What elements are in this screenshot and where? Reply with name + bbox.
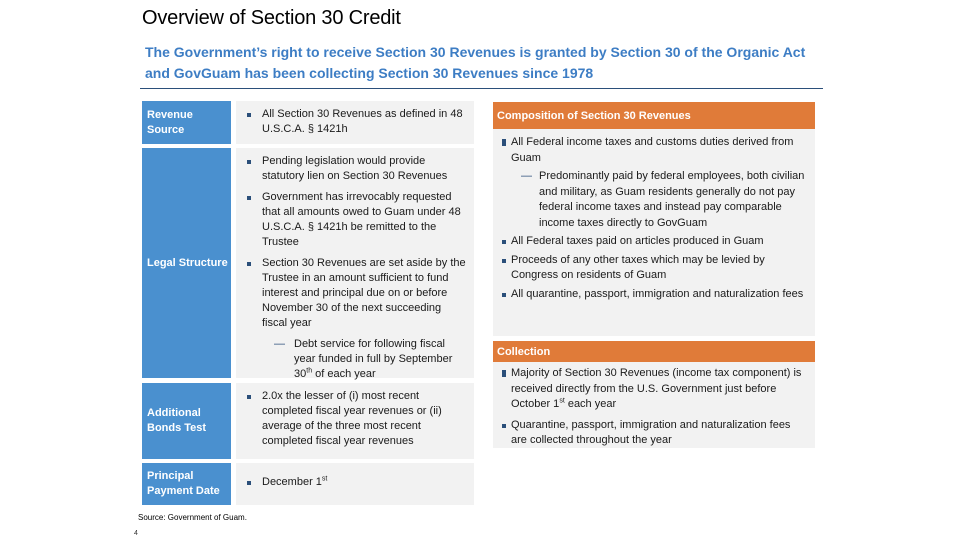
composition-bullet: All Federal income taxes and customs duties derived from Guam (499, 135, 809, 166)
page-number: 4 (134, 530, 138, 537)
composition-header: Composition of Section 30 Revenues (493, 102, 815, 129)
additional-bonds-bullet: 2.0x the lesser of (i) most recent completed fiscal year revenues or (ii) average of the three most recent completed fiscal year revenues (244, 389, 466, 449)
collection-bullet: Quarantine, passport, immigration and naturalization fees are collected throughout the year (499, 418, 809, 449)
revenue-source-cell (236, 101, 474, 144)
collection-header: Collection (493, 341, 815, 362)
slide-title: Overview of Section 30 Credit (142, 7, 401, 29)
collection-bullet: Majority of Section 30 Revenues (income tax component) is received directly from the U.S. Government just before October 1st each year (499, 366, 809, 413)
additional-bonds-cell (236, 383, 474, 459)
additional-bonds-label: Additional Bonds Test (142, 383, 231, 459)
legal-structure-bullet: Section 30 Revenues are set aside by the Trustee in an amount sufficient to fund interest and principal due on or before November 30 of the next succeeding fiscal year (244, 256, 466, 331)
composition-subbullet: — Predominantly paid by federal employees, both civilian and military, as Guam residents generally do not pay federal income taxes and instead pay comparable income taxes directly to GovGuam (499, 169, 809, 231)
principal-payment-label: Principal Payment Date (142, 463, 231, 505)
revenue-source-bullet: All Section 30 Revenues as defined in 48 U.S.C.A. § 1421h (244, 107, 466, 137)
source-note: Source: Government of Guam. (138, 513, 247, 522)
composition-bullet: Proceeds of any other taxes which may be levied by Congress on residents of Guam (499, 253, 809, 284)
principal-payment-bullet: December 1st (244, 475, 466, 490)
revenue-source-label: Revenue Source (142, 101, 231, 144)
composition-bullet: All Federal taxes paid on articles produced in Guam (499, 234, 809, 250)
legal-structure-label: Legal Structure (142, 148, 231, 378)
legal-structure-bullet: Government has irrevocably requested that all amounts owed to Guam under 48 U.S.C.A. § 1421h be remitted to the Trustee (244, 190, 466, 250)
slide-subtitle: The Government’s right to receive Section 30 Revenues is granted by Section 30 of the Organic Act and GovGuam has been collecting Section 30 Revenues since 1978 (145, 44, 806, 81)
legal-structure-subbullet: — Debt service for following fiscal year funded in full by September 30th of each year (244, 337, 466, 382)
legal-structure-bullet: Pending legislation would provide statutory lien on Section 30 Revenues (244, 154, 466, 184)
collection-panel (493, 362, 815, 448)
principal-payment-cell (236, 463, 474, 505)
composition-panel (493, 129, 815, 336)
legal-structure-cell (236, 148, 474, 378)
title-divider (140, 88, 823, 89)
composition-bullet: All quarantine, passport, immigration and naturalization fees (499, 287, 809, 303)
